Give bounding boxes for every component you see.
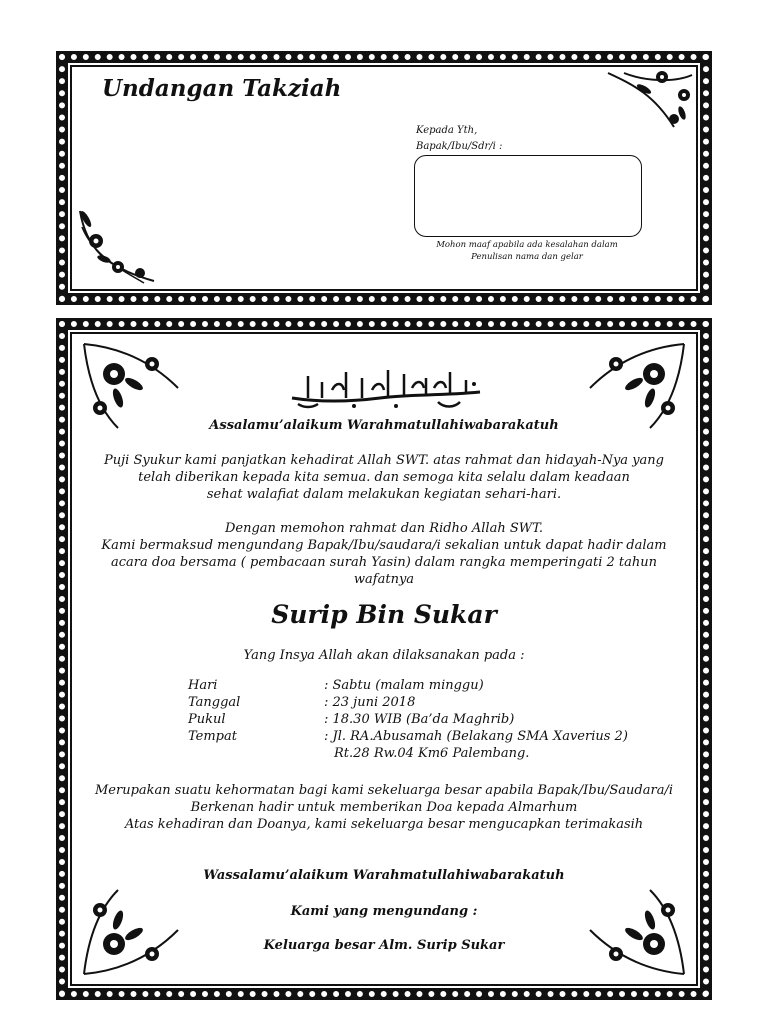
host-label: Kami yang mengundang : [290, 904, 478, 919]
detail-value: : Sabtu (malam minggu) [324, 678, 484, 693]
envelope-title: Undangan Takziah [102, 75, 342, 102]
invitation-line: acara doa bersama ( pembacaan surah Yasin) dalam rangka memperingati 2 tahun [111, 555, 657, 570]
invitation-line: Kami bermaksud mengundang Bapak/Ibu/saudara/i sekalian untuk dapat hadir dalam [101, 538, 667, 553]
detail-row-place [188, 729, 628, 747]
detail-label: Pukul [188, 712, 226, 727]
detail-value: : 18.30 WIB (Ba’da Maghrib) [324, 712, 515, 727]
detail-row-address [188, 746, 529, 764]
deceased-name: Surip Bin Sukar [271, 600, 497, 629]
closing-line: Berkenan hadir untuk memberikan Doa kepada Almarhum [190, 800, 578, 815]
host-family: Keluarga besar Alm. Surip Sukar [263, 938, 505, 953]
detail-label: Hari [188, 678, 218, 693]
closing-greeting: Wassalamu’alaikum Warahmatullahiwabarakatuh [203, 868, 565, 883]
envelope-card [56, 51, 712, 305]
opening-greeting: Assalamu’alaikum Warahmatullahiwabarakatuh [209, 418, 559, 433]
intro-line: telah diberikan kepada kita semua. dan semoga kita selalu dalam keadaan [138, 470, 630, 485]
recipient-label [416, 123, 502, 155]
invitation-line: wafatnya [353, 572, 415, 587]
detail-label: Tanggal [188, 695, 241, 710]
event-intro: Yang Insya Allah akan dilaksanakan pada : [243, 648, 525, 663]
invitation-card [56, 318, 712, 1000]
floral-ornament-icon [604, 65, 696, 135]
detail-row-date [188, 695, 415, 713]
floral-ornament-icon [74, 207, 162, 287]
closing-line: Atas kehadiran dan Doanya, kami sekeluarga besar mengucapkan terimakasih [124, 817, 644, 832]
intro-line: sehat walafiat dalam melakukan kegiatan sehari-hari. [206, 487, 562, 502]
floral-corner-ornament-icon [582, 884, 690, 980]
apology-note-line-1: Mohon maaf apabila ada kesalahan dalam [436, 240, 618, 250]
detail-row-time [188, 712, 514, 730]
detail-value: Rt.28 Rw.04 Km6 Palembang. [334, 746, 530, 761]
apology-note [414, 239, 640, 263]
detail-value: : 23 juni 2018 [324, 695, 416, 710]
detail-value: : Jl. RA.Abusamah (Belakang SMA Xaverius 2) [324, 729, 628, 744]
apology-note-line-2: Penulisan nama dan gelar [471, 252, 583, 262]
detail-row-day [188, 678, 484, 696]
basmala-calligraphy-icon [288, 362, 484, 412]
invitation-paragraph [56, 520, 712, 588]
intro-line: Puji Syukur kami panjatkan kehadirat Allah SWT. atas rahmat dan hidayah-Nya yang [104, 453, 664, 468]
recipient-line-1: Kepada Yth, [416, 125, 478, 136]
invitation-line: Dengan memohon rahmat dan Ridho Allah SWT. [224, 521, 543, 536]
floral-corner-ornament-icon [78, 884, 186, 980]
recipient-line-2: Bapak/Ibu/Sdr/i : [416, 141, 503, 152]
intro-paragraph [56, 452, 712, 503]
recipient-name-box [414, 155, 642, 237]
detail-label: Tempat [188, 729, 237, 744]
closing-paragraph [56, 782, 712, 833]
closing-line: Merupakan suatu kehormatan bagi kami sekeluarga besar apabila Bapak/Ibu/Saudara/i [95, 783, 673, 798]
